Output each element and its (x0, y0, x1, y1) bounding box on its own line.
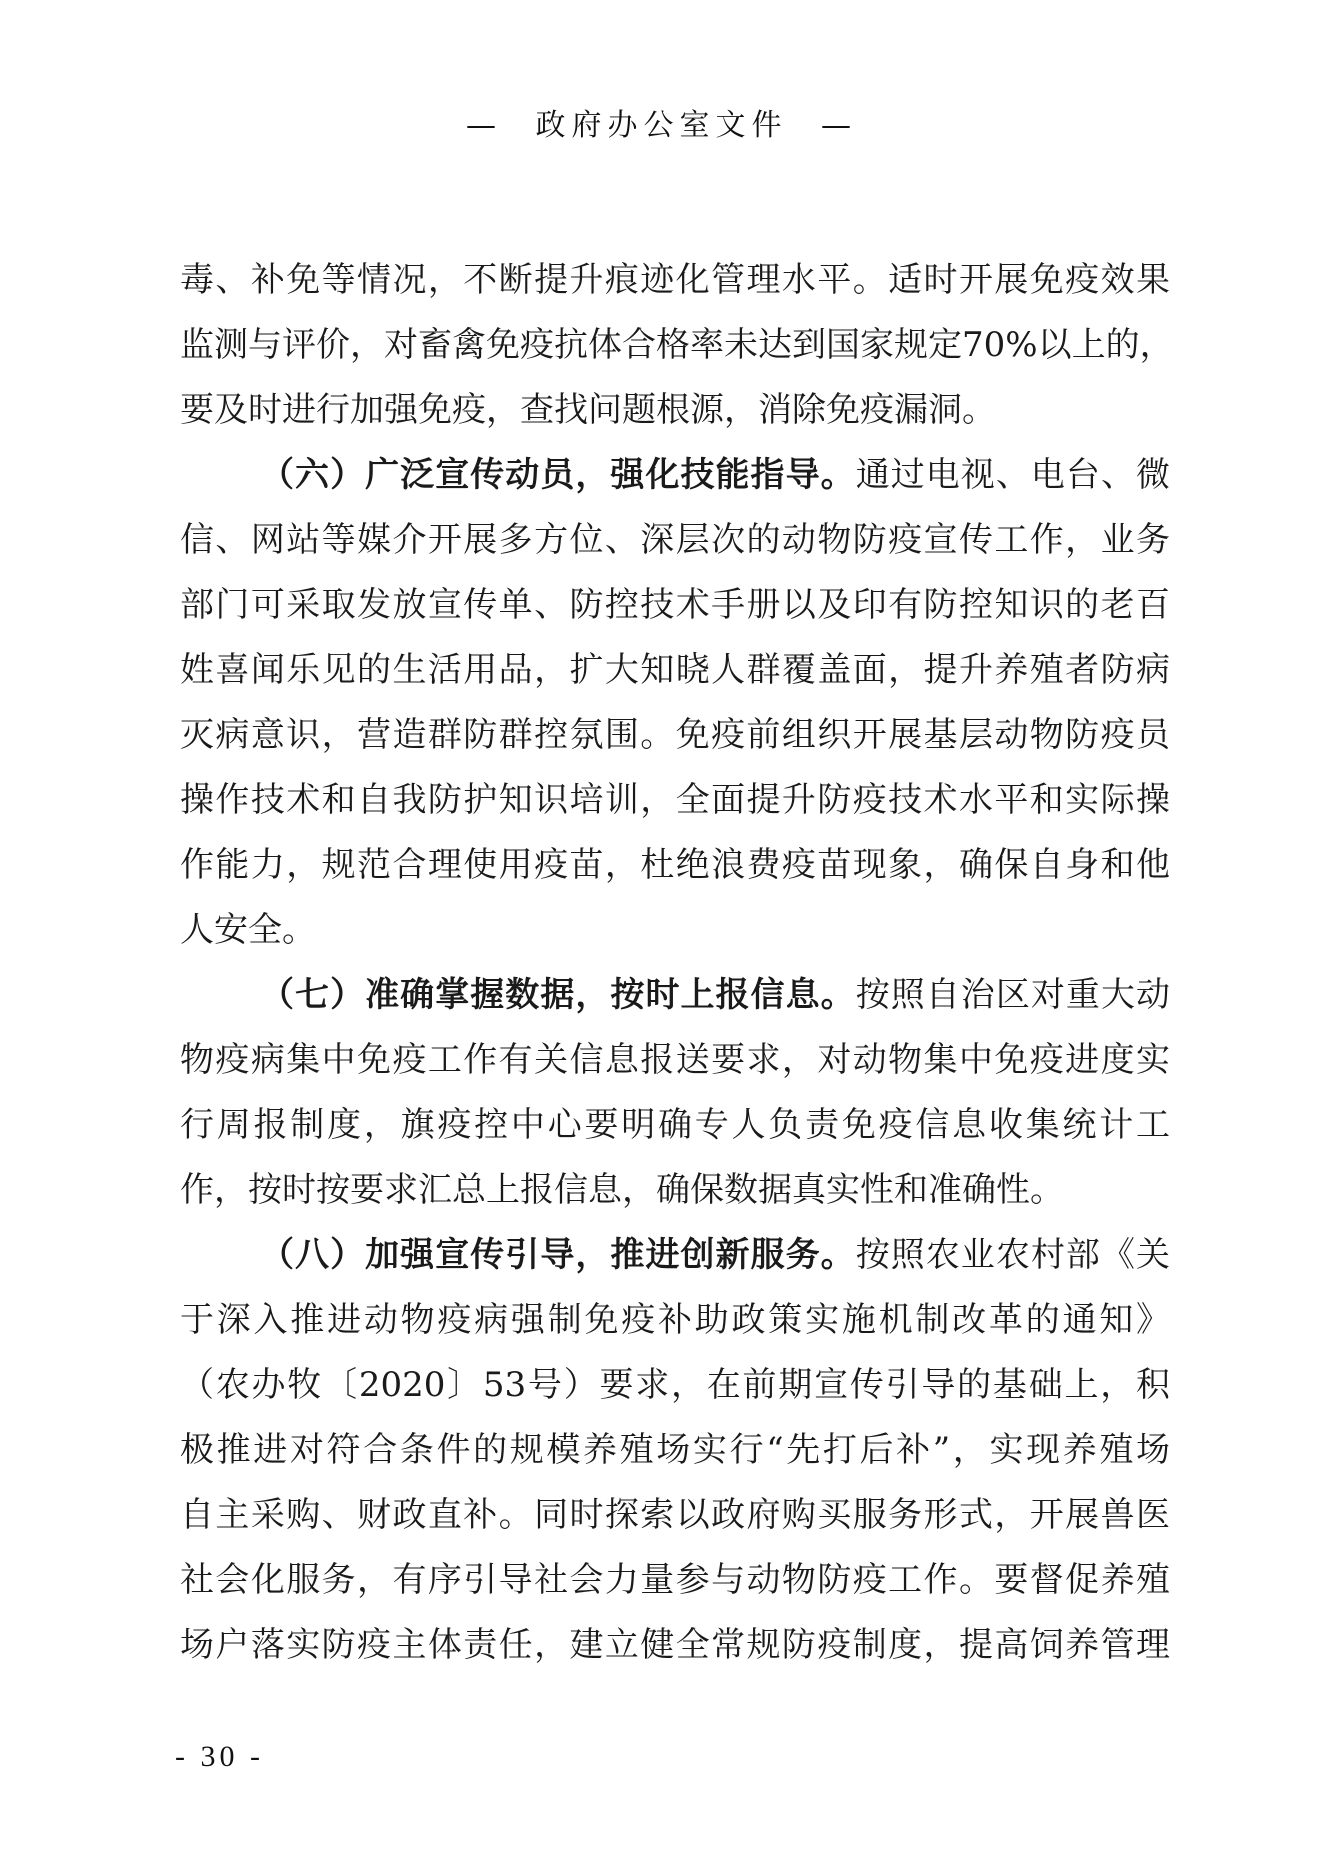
header-dash-left: — (465, 108, 502, 143)
header-dash-right: — (821, 108, 858, 143)
text-line: 物疫病集中免疫工作有关信息报送要求，对动物集中免疫进度实 (180, 1040, 1170, 1080)
document-body (180, 248, 1174, 1678)
text-line: 自主采购、财政直补。同时探索以政府购买服务形式，开展兽医 (180, 1495, 1170, 1535)
paragraph-6-first-line (180, 443, 1170, 508)
text-line: 信、网站等媒介开展多方位、深层次的动物防疫宣传工作，业务 (180, 520, 1170, 560)
text-line: 姓喜闻乐见的生活用品，扩大知晓人群覆盖面，提升养殖者防病 (180, 650, 1170, 690)
text-line: 作能力，规范合理使用疫苗，杜绝浪费疫苗现象，确保自身和他 (180, 845, 1170, 885)
text-line: 灭病意识，营造群防群控氛围。免疫前组织开展基层动物防疫员 (180, 715, 1170, 755)
text-line: 极推进对符合条件的规模养殖场实行“先打后补”，实现养殖场 (180, 1430, 1170, 1470)
text-line: 作，按时按要求汇总上报信息，确保数据真实性和准确性。 (180, 1170, 1064, 1210)
header-title: 政府办公室文件 (535, 108, 788, 143)
page-number: - 30 - (175, 1740, 264, 1773)
section-heading-8: （八）加强宣传引导，推进创新服务。 (260, 1235, 856, 1275)
text-line: （农办牧〔2020〕53号）要求，在前期宣传引导的基础上，积 (180, 1365, 1170, 1405)
section-heading-7: （七）准确掌握数据，按时上报信息。 (260, 975, 856, 1015)
text-line: 监测与评价，对畜禽免疫抗体合格率未达到国家规定70%以上的， (180, 325, 1174, 365)
text-line: 场户落实防疫主体责任，建立健全常规防疫制度，提高饲养管理 (180, 1625, 1170, 1665)
text-span: 按照农业农村部《关 (855, 1235, 1171, 1275)
text-line: 于深入推进动物疫病强制免疫补助政策实施机制改革的通知》 (180, 1300, 1170, 1340)
text-span: 按照自治区对重大动 (855, 975, 1171, 1015)
section-heading-6: （六）广泛宣传动员，强化技能指导。 (260, 455, 856, 495)
page-header (0, 100, 1323, 144)
text-line: 部门可采取发放宣传单、防控技术手册以及印有防控知识的老百 (180, 585, 1170, 625)
text-line: 行周报制度，旗疫控中心要明确专人负责免疫信息收集统计工 (180, 1105, 1170, 1145)
text-line: 社会化服务，有序引导社会力量参与动物防疫工作。要督促养殖 (180, 1560, 1170, 1600)
text-line: 人安全。 (180, 910, 316, 950)
text-span: 通过电视、电台、微 (855, 455, 1171, 495)
paragraph-7-first-line (180, 963, 1170, 1028)
paragraph-8-first-line (180, 1223, 1170, 1288)
text-line: 要及时进行加强免疫，查找问题根源，消除免疫漏洞。 (180, 390, 996, 430)
text-line: 操作技术和自我防护知识培训，全面提升防疫技术水平和实际操 (180, 780, 1170, 820)
text-line: 毒、补免等情况，不断提升痕迹化管理水平。适时开展免疫效果 (180, 260, 1170, 300)
